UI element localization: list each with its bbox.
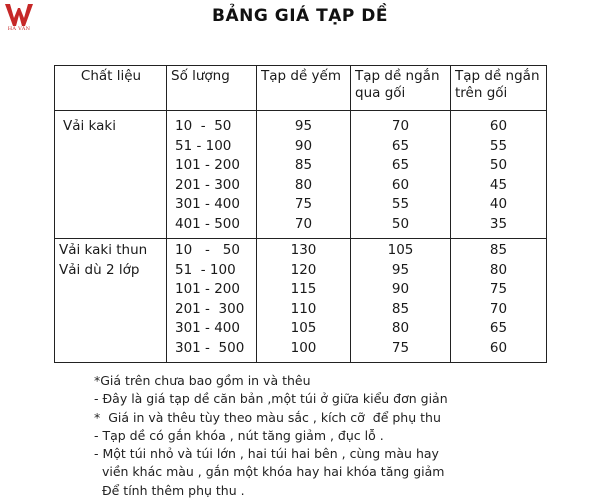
material-name: Vải kaki <box>63 118 116 134</box>
price-value: 115 <box>290 281 317 297</box>
price-value: 80 <box>391 320 410 336</box>
quantity-cell <box>167 239 257 363</box>
price-value: 90 <box>294 137 313 154</box>
price-value: 75 <box>294 196 313 212</box>
quantity-value: 51 - 100 <box>175 137 232 154</box>
price-value: 105 <box>290 320 317 336</box>
header-material: Chất liệu <box>55 66 167 111</box>
material-cell <box>55 111 167 239</box>
quantity-value: 201 - 300 <box>175 176 240 193</box>
bib-apron-price-cell <box>257 239 351 363</box>
material-name: Vải dù 2 lớp <box>59 261 140 278</box>
note-line: viền khác màu , gắn một khóa hay hai khóa tăng giảm <box>94 464 445 480</box>
note-line: - Một túi nhỏ và túi lớn , hai túi hai bên , cùng màu hay <box>94 446 439 462</box>
price-value: 75 <box>391 339 410 356</box>
logo-caption: HÀ VÂN <box>7 26 31 32</box>
price-value: 80 <box>489 261 508 278</box>
quantity-value: 10 - 50 <box>175 242 240 258</box>
table-row-group-kaki-thun <box>55 239 547 363</box>
price-value: 65 <box>391 157 410 173</box>
quantity-value: 101 - 200 <box>175 281 240 297</box>
bib-apron-price-cell <box>257 111 351 239</box>
price-value: 70 <box>391 118 410 134</box>
price-value: 60 <box>489 118 508 134</box>
price-value: 85 <box>489 242 508 258</box>
quantity-value: 401 - 500 <box>175 215 240 232</box>
short-above-knee-price-cell <box>451 239 547 363</box>
price-value: 120 <box>290 261 317 278</box>
note-line: * Giá in và thêu tùy theo màu sắc , kích cỡ để phụ thu <box>94 409 441 425</box>
quantity-value: 201 - 300 <box>175 300 245 317</box>
header-short-above-knee <box>451 66 547 111</box>
note-line: *Giá trên chưa bao gồm in và thêu <box>94 373 311 388</box>
price-value: 100 <box>290 339 317 356</box>
short-below-knee-price-cell <box>351 111 451 239</box>
header-short-above-knee-text: Tạp dề ngắn trên gối <box>455 68 540 101</box>
price-table <box>54 65 547 363</box>
header-short-below-knee <box>351 66 451 111</box>
quantity-cell <box>167 111 257 239</box>
price-value: 110 <box>290 300 317 317</box>
header-bib-apron: Tạp dề yếm <box>257 66 351 111</box>
header-quantity: Số lượng <box>167 66 257 111</box>
price-value: 35 <box>489 215 508 232</box>
material-cell <box>55 239 167 363</box>
price-value: 65 <box>391 137 410 154</box>
price-value: 130 <box>290 242 317 258</box>
price-value: 65 <box>489 320 508 336</box>
price-value: 105 <box>387 242 414 258</box>
quantity-value: 301 - 500 <box>175 339 245 356</box>
price-value: 40 <box>489 196 508 212</box>
short-below-knee-price-cell <box>351 239 451 363</box>
notes-section <box>94 372 448 500</box>
quantity-value: 301 - 400 <box>175 196 240 212</box>
price-value: 45 <box>489 176 508 193</box>
price-value: 85 <box>294 157 313 173</box>
table-row-group-kaki <box>55 111 547 239</box>
note-line: - Tạp dề có gắn khóa , nút tăng giảm , đục lỗ . <box>94 427 384 443</box>
quantity-value: 51 - 100 <box>175 261 236 278</box>
quantity-value: 10 - 50 <box>175 118 232 134</box>
material-name: Vải kaki thun <box>59 242 148 258</box>
header-short-below-knee-text: Tạp dề ngắn qua gối <box>355 68 440 101</box>
note-line: - Đây là giá tạp dề căn bản ,một túi ở giữa kiểu đơn giản <box>94 391 448 407</box>
price-value: 70 <box>489 300 508 317</box>
price-value: 60 <box>391 176 410 193</box>
page-title: BẢNG GIÁ TẠP DỀ <box>212 6 388 26</box>
quantity-value: 101 - 200 <box>175 157 240 173</box>
price-value: 95 <box>294 118 313 134</box>
price-value: 50 <box>489 157 508 173</box>
price-value: 50 <box>391 215 410 232</box>
quantity-value: 301 - 400 <box>175 320 240 336</box>
price-value: 55 <box>489 137 508 154</box>
price-value: 75 <box>489 281 508 297</box>
price-value: 90 <box>391 281 410 297</box>
note-line: Để tính thêm phụ thu . <box>94 482 245 498</box>
table-header-row <box>55 66 547 111</box>
price-value: 85 <box>391 300 410 317</box>
price-value: 55 <box>391 196 410 212</box>
short-above-knee-price-cell <box>451 111 547 239</box>
price-value: 95 <box>391 261 410 278</box>
price-value: 70 <box>294 215 313 232</box>
price-value: 60 <box>489 339 508 356</box>
price-value: 80 <box>294 176 313 193</box>
